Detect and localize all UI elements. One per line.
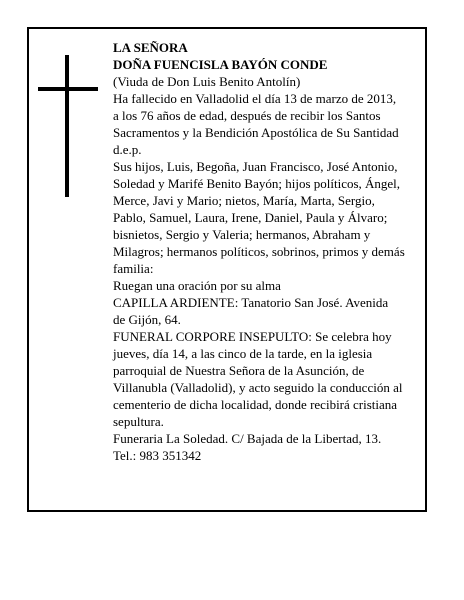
funeral-line: jueves, día 14, a las cinco de la tarde, en la iglesia	[113, 346, 373, 361]
cross-horizontal-bar	[38, 87, 98, 91]
family-line: Soledad y Marifé Benito Bayón; hijos políticos, Ángel,	[113, 176, 401, 191]
death-announcement-line: Sacramentos y la Bendición Apostólica de Su Santidad	[113, 125, 399, 140]
cross-vertical-bar	[65, 55, 69, 197]
funeral-line: cementerio de dicha localidad, donde recibirá cristiana	[113, 397, 398, 412]
deceased-title: LA SEÑORA	[113, 40, 188, 55]
cross-icon	[38, 55, 98, 197]
funeral-line: sepultura.	[113, 414, 164, 429]
funeral-line: parroquial de Nuestra Señora de la Asunción, de	[113, 363, 365, 378]
deceased-name: DOÑA FUENCISLA BAYÓN CONDE	[113, 57, 328, 72]
family-line: familia:	[113, 261, 154, 276]
family-line: Sus hijos, Luis, Begoña, Juan Francisco, José Antonio,	[113, 159, 398, 174]
chapel-line: de Gijón, 64.	[113, 312, 181, 327]
chapel-line: CAPILLA ARDIENTE: Tanatorio San José. Avenida	[113, 295, 389, 310]
family-line: Merce, Javi y Mario; nietos, María, Marta, Sergio,	[113, 193, 375, 208]
death-announcement-line: Ha fallecido en Valladolid el día 13 de marzo de 2013,	[113, 91, 397, 106]
family-line: Pablo, Samuel, Laura, Irene, Daniel, Paula y Álvaro;	[113, 210, 388, 225]
rip-line: d.e.p.	[113, 142, 142, 157]
prayer-line: Ruegan una oración por su alma	[113, 278, 281, 293]
funeral-line: FUNERAL CORPORE INSEPULTO: Se celebra hoy	[113, 329, 392, 344]
death-announcement-line: a los 76 años de edad, después de recibir los Santos	[113, 108, 381, 123]
phone-line: Tel.: 983 351342	[113, 448, 202, 463]
family-line: Milagros; hermanos políticos, sobrinos, primos y demás	[113, 244, 405, 259]
funeral-home-line: Funeraria La Soledad. C/ Bajada de la Libertad, 13.	[113, 431, 382, 446]
obituary-text	[113, 39, 423, 464]
funeral-line: Villanubla (Valladolid), y acto seguido la conducción al	[113, 380, 403, 395]
widow-note: (Viuda de Don Luis Benito Antolín)	[113, 74, 301, 89]
family-line: bisnietos, Sergio y Valeria; hermanos, Abraham y	[113, 227, 371, 242]
